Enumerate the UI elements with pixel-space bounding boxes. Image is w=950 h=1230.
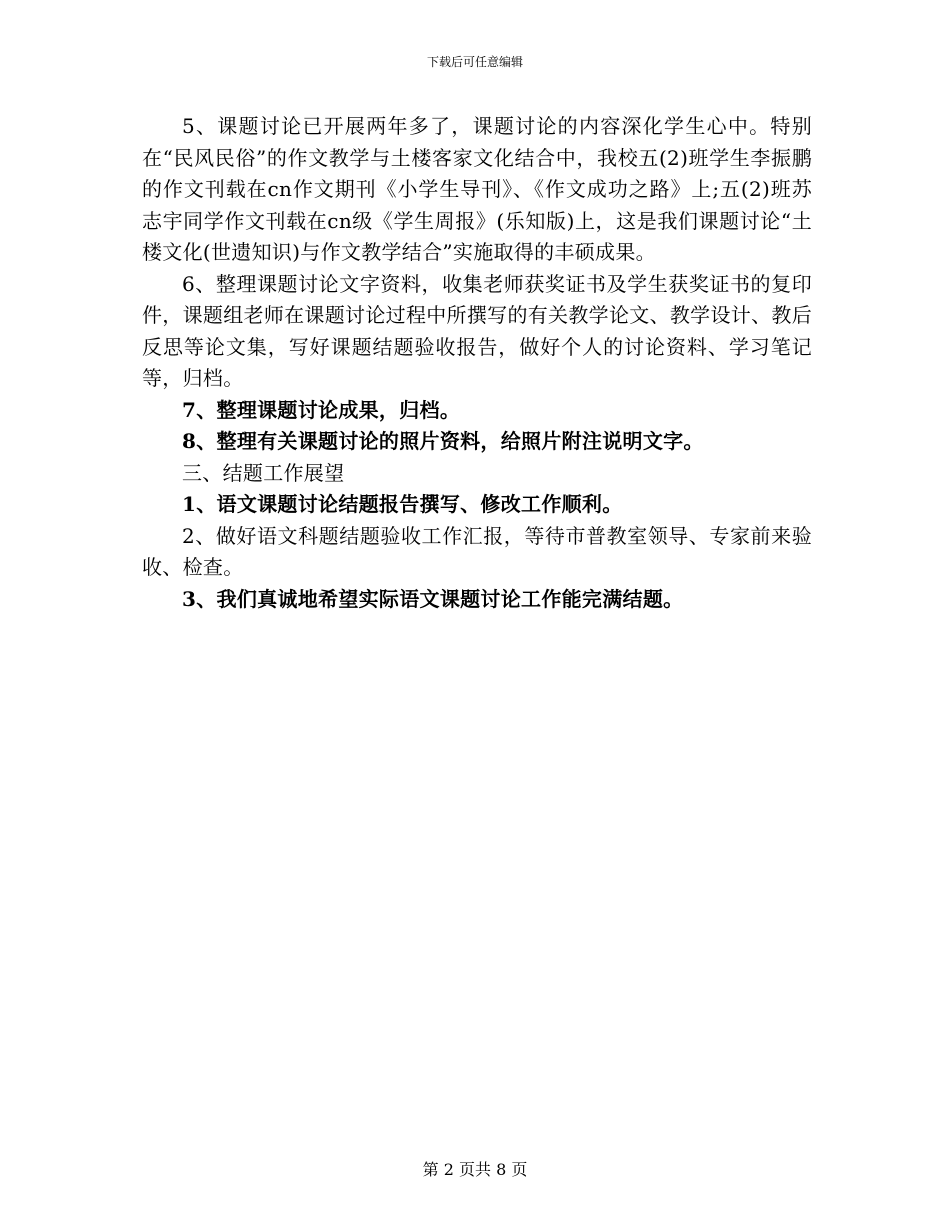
outlook-item-2: 2、做好语文科题结题验收工作汇报，等待市普教室领导、专家前来验收、检查。 [142,523,812,579]
outlook-item-3: 3、我们真诚地希望实际语文课题讨论工作能完满结题。 [182,586,684,611]
document-body [142,111,812,615]
outlook-item-1: 1、语文课题讨论结题报告撰写、修改工作顺利。 [182,492,623,516]
paragraph-8: 8、整理有关课题讨论的照片资料，给照片附注说明文字。 [182,429,704,453]
page-footer: 第 2 页共 8 页 [422,1160,528,1179]
paragraph-7: 7、整理课题讨论成果，归档。 [182,397,461,422]
paragraph-6: 6、整理课题讨论文字资料，收集老师获奖证书及学生获奖证书的复印件，课题组老师在课题讨论过程中所撰写的有关教学论文、教学设计、教后反思等论文集，写好课题结题验收报告，做好个人的讨论资料、学习笔记等，归档。 [142,271,812,390]
page-header: 下载后可任意编辑 [426,55,523,69]
section-heading-outlook: 三、结题工作展望 [182,460,345,485]
paragraph-5: 5、课题讨论已开展两年多了，课题讨论的内容深化学生心中。特别在“民风民俗”的作文教学与土楼客家文化结合中，我校五(2)班学生李振鹏的作文刊载在cn作文期刊《小学生导刊》、《作文成功之路》上;五(2)班苏志宇同学作文刊载在cn级《学生周报》(乐知版)上，这是我们课题讨论“土楼文化(世遗知识)与作文教学结合”实施取得的丰硕成果。 [142,114,812,264]
